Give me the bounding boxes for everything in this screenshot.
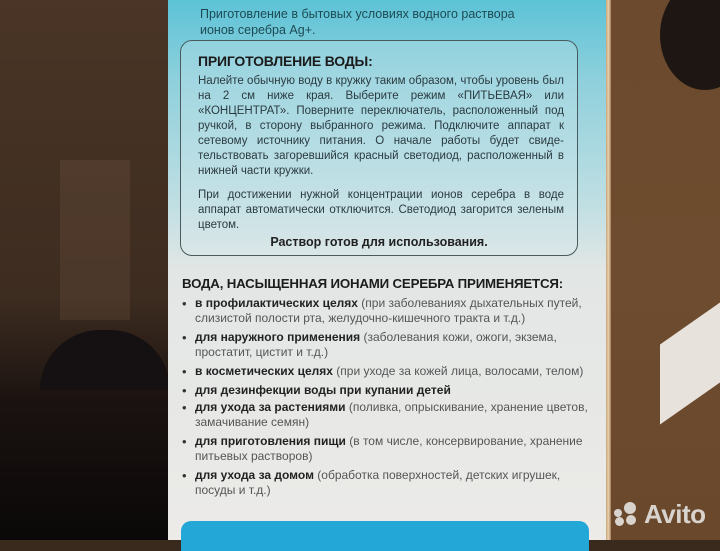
background-wall-panel xyxy=(60,160,130,320)
list-item xyxy=(182,468,592,498)
intro-text xyxy=(200,6,580,38)
use-details: (при уходе за кожей лица, волосами, телом) xyxy=(332,364,584,378)
use-category: для ухода за домом xyxy=(195,468,314,482)
use-details: (в том числе, консервирование, хранение питьевых растворов) xyxy=(195,434,583,463)
use-category: для ухода за растениями xyxy=(195,400,346,414)
preparation-paragraph-2: При достижении нужной концентрации ионов серебра в воде аппарат автоматически отключится. Светодиод загорится зеленым цветом. xyxy=(198,189,564,231)
list-item xyxy=(182,364,592,379)
use-category: в косметических целях xyxy=(195,364,333,378)
avito-logo-text: Avito xyxy=(644,498,706,529)
background-paper xyxy=(660,295,720,424)
use-category: для дезинфекции воды при купании детей xyxy=(195,383,451,397)
preparation-title: ПРИГОТОВЛЕНИЕ ВОДЫ: xyxy=(198,53,373,69)
background-left xyxy=(0,0,168,540)
list-item xyxy=(182,400,592,430)
use-category: для приготовления пищи xyxy=(195,434,346,448)
background-dark-object xyxy=(40,330,170,390)
list-item xyxy=(182,434,592,464)
list-item xyxy=(182,330,592,360)
list-item xyxy=(182,296,592,326)
use-category: для наружного применения xyxy=(195,330,361,344)
preparation-paragraph-1: Налейте обычную воду в кружку таким образом, чтобы уровень был на 2 см ниже края. Выберите режим «ПИТЬЕВАЯ» или «КОНЦЕНТРАТ». Поверните переключатель, расположенный под ручкой, в сторону выбранного режима. Подключите аппарат к сетевому источнику питания. О начале работы будет свиде-тельствовать загоревшийся красный светодиод, расположенный в нижней части кружки. xyxy=(198,75,564,177)
avito-dots-icon xyxy=(614,502,640,526)
use-details: (заболевания кожи, ожоги, экзема, простатит, цистит и т.д.) xyxy=(195,330,557,359)
uses-list xyxy=(182,296,592,502)
intro-line-2: ионов серебра Ag+. xyxy=(200,23,316,37)
list-item xyxy=(182,383,592,398)
preparation-section xyxy=(180,40,578,256)
blue-bottom-panel xyxy=(181,521,589,551)
background-dark-object xyxy=(660,0,720,90)
use-details: (обработка поверхностей, детских игрушек, посуды и т.д.) xyxy=(195,468,561,497)
use-details: (при заболеваниях дыхательных путей, слизистой полости рта, желудочно-кишечного тракта и т.д.) xyxy=(195,296,582,325)
intro-line-1: Приготовление в бытовых условиях водного раствора xyxy=(200,7,515,21)
solution-ready-text: Раствор готов для использования. xyxy=(270,235,488,249)
use-details: (поливка, опрыскивание, хранение цветов, замачивание семян) xyxy=(195,400,588,429)
use-category: в профилактических целях xyxy=(195,296,358,310)
box-side-edge xyxy=(606,0,611,540)
background-right xyxy=(606,0,720,540)
avito-watermark xyxy=(614,499,706,529)
product-box xyxy=(168,0,606,540)
uses-title: ВОДА, НАСЫЩЕННАЯ ИОНАМИ СЕРЕБРА ПРИМЕНЯЕТСЯ: xyxy=(182,276,563,291)
